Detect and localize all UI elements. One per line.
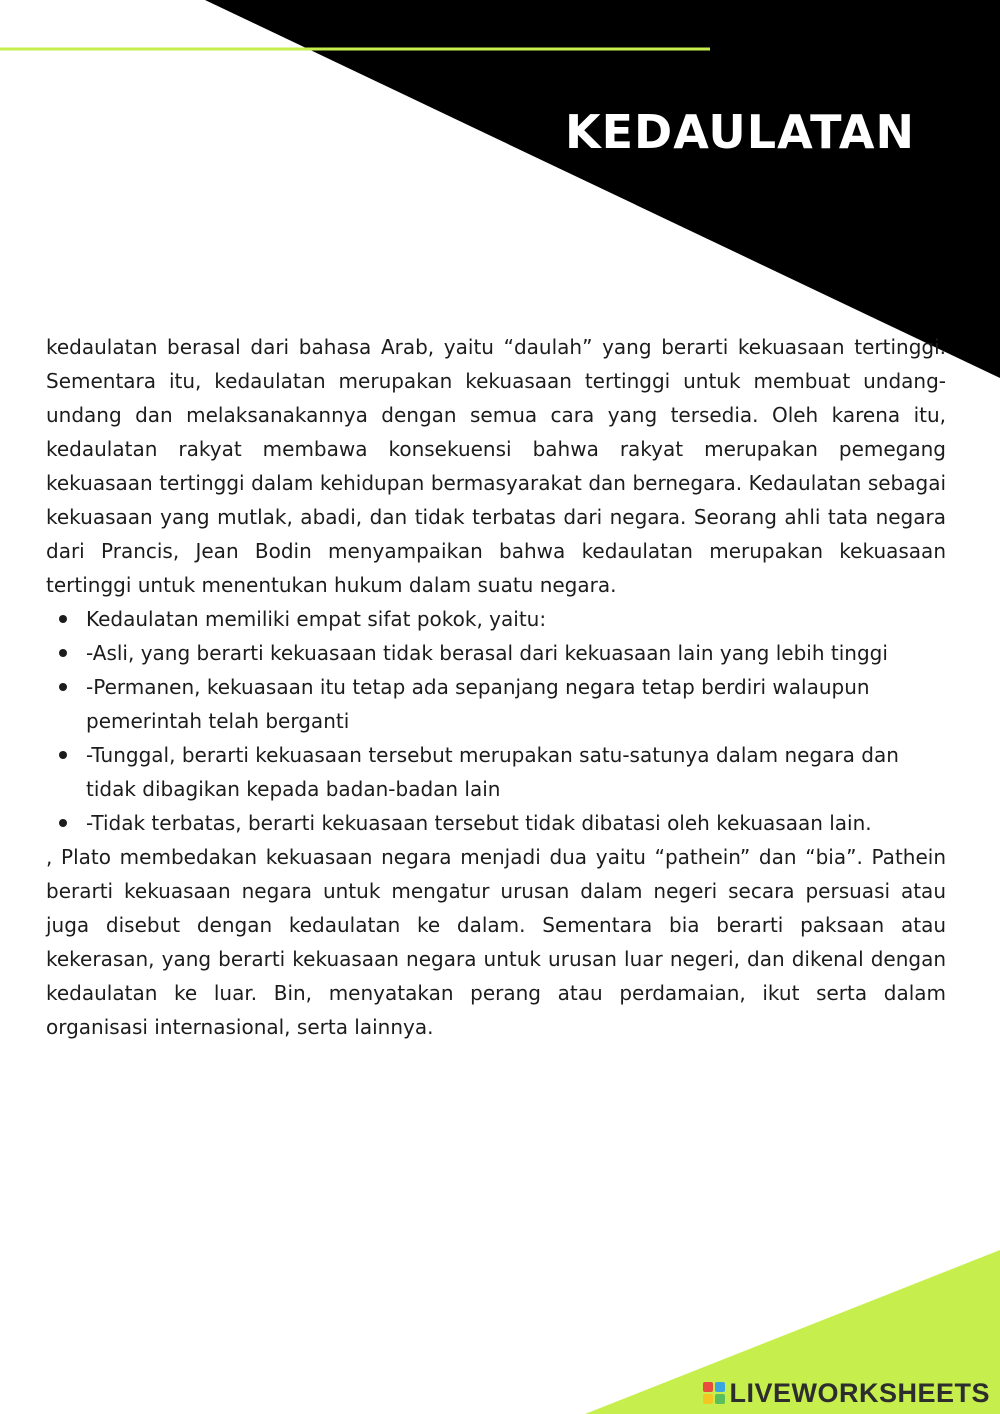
list-item (46, 602, 946, 636)
list-item (46, 636, 946, 670)
list-item (46, 806, 946, 840)
bullet-icon (59, 751, 67, 759)
page-title: KEDAULATAN (564, 105, 916, 159)
liveworksheets-logo-icon (703, 1382, 725, 1404)
bullet-list (46, 602, 946, 840)
list-item-text: -Permanen, kekuasaan itu tetap ada sepanjang negara tetap berdiri walaupun pemerintah telah berganti (86, 675, 870, 733)
list-item-text: -Tunggal, berarti kekuasaan tersebut merupakan satu-satunya dalam negara dan tidak dibagikan kepada badan-badan lain (86, 743, 899, 801)
brand-name: LIVEWORKSHEETS (729, 1378, 990, 1408)
bullet-icon (59, 683, 67, 691)
list-item-text: -Tidak terbatas, berarti kekuasaan tersebut tidak dibatasi oleh kekuasaan lain. (86, 811, 872, 835)
black-diagonal-band (205, 0, 1000, 378)
list-item (46, 670, 946, 738)
closing-paragraph: , Plato membedakan kekuasaan negara menjadi dua yaitu “pathein” dan “bia”. Pathein berarti kekuasaan negara untuk mengatur urusan dalam negeri secara persuasi atau juga disebut dengan kedaulatan ke dalam. Sementara bia berarti paksaan atau kekerasan, yang berarti kekuasaan negara untuk urusan luar negeri, dan dikenal dengan kedaulatan ke luar. Bin, menyatakan perang atau perdamaian, ikut serta dalam organisasi internasional, serta lainnya. (46, 845, 946, 1039)
liveworksheets-brand[interactable] (703, 1378, 990, 1408)
list-item (46, 738, 946, 806)
list-item-text: Kedaulatan memiliki empat sifat pokok, yaitu: (86, 607, 547, 631)
main-content (46, 330, 946, 1044)
intro-paragraph: kedaulatan berasal dari bahasa Arab, yaitu “daulah” yang berarti kekuasaan tertinggi. Sementara itu, kedaulatan merupakan kekuasaan tertinggi untuk membuat undang-undang dan melaksanakannya dengan semua cara yang tersedia. Oleh karena itu, kedaulatan rakyat membawa konsekuensi bahwa rakyat merupakan pemegang kekuasaan tertinggi dalam kehidupan bermasyarakat dan bernegara. Kedaulatan sebagai kekuasaan yang mutlak, abadi, dan tidak terbatas dari negara. Seorang ahli tata negara dari Prancis, Jean Bodin menyampaikan bahwa kedaulatan merupakan kekuasaan tertinggi untuk menentukan hukum dalam suatu negara. (46, 335, 946, 597)
bullet-icon (59, 615, 67, 623)
bullet-icon (59, 649, 67, 657)
bullet-icon (59, 819, 67, 827)
list-item-text: -Asli, yang berarti kekuasaan tidak berasal dari kekuasaan lain yang lebih tinggi (86, 641, 888, 665)
